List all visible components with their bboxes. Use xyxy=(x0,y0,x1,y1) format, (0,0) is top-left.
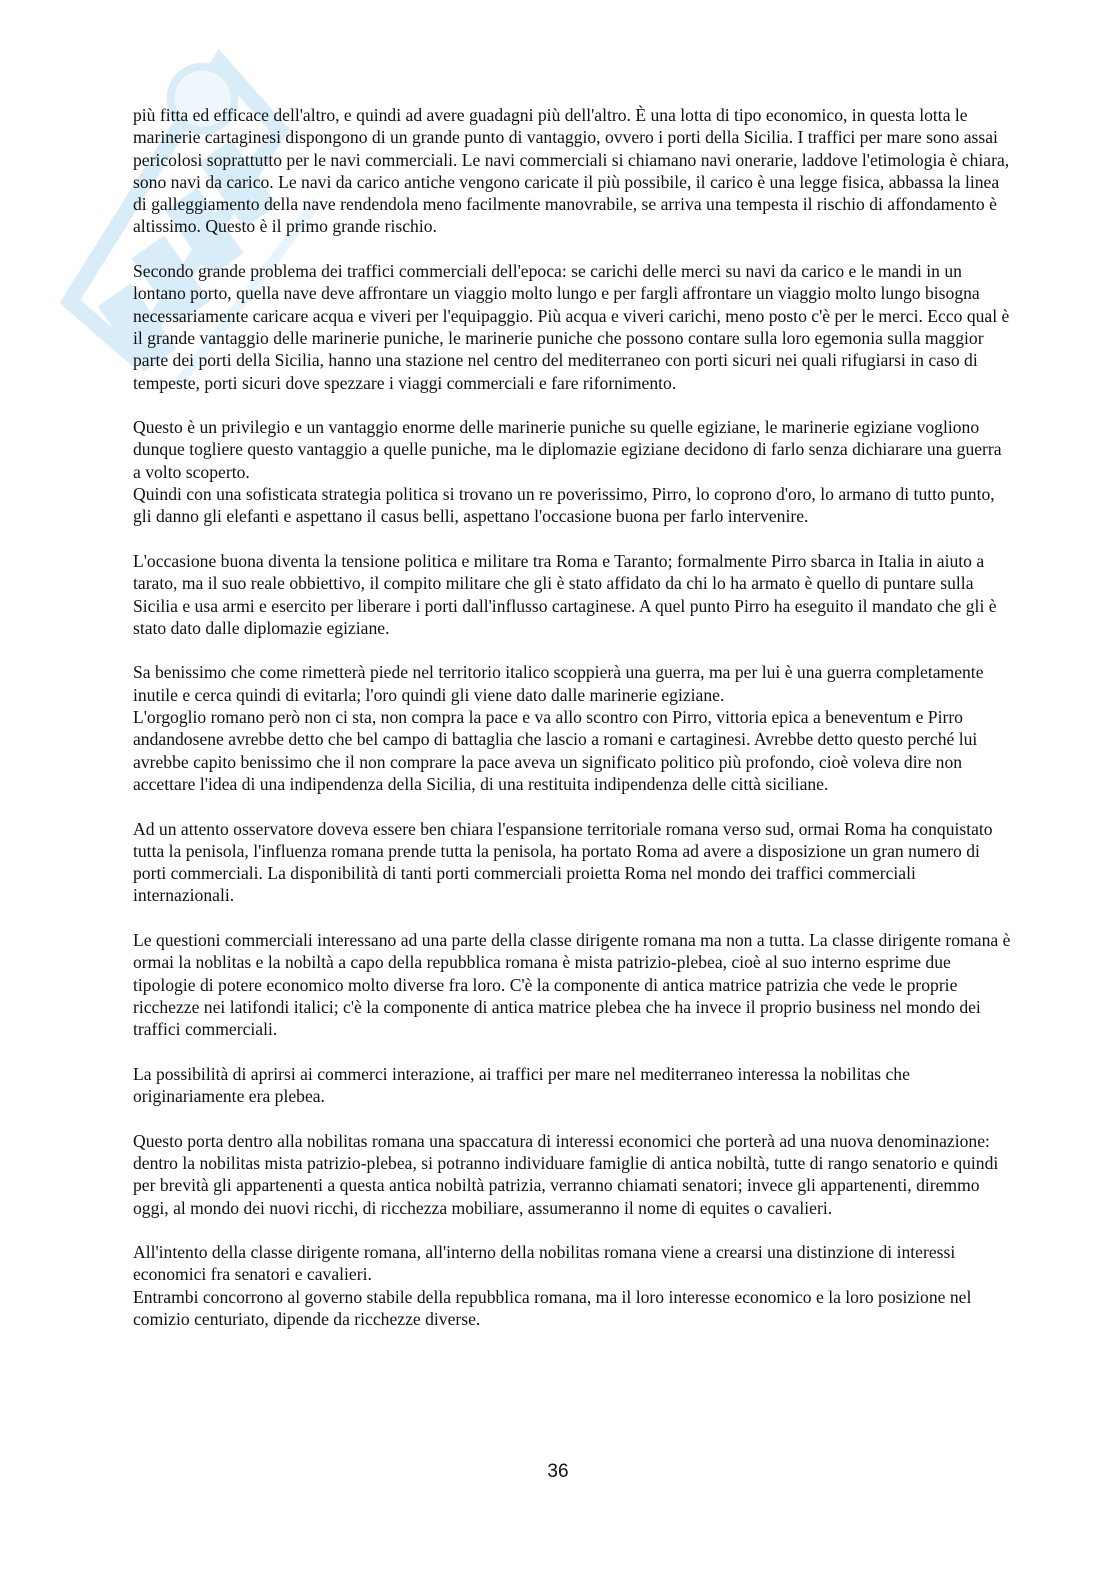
document-body xyxy=(133,104,1013,1330)
paragraph: Sa benissimo che come rimetterà piede nel territorio italico scoppierà una guerra, ma per lui è una guerra completamente inutile e cerca quindi di evitarla; l'oro quindi gli viene dato dalle marinerie egiziane. xyxy=(133,662,984,705)
paragraph: Questo porta dentro alla nobilitas romana una spaccatura di interessi economici che porterà ad una nuova denominazione: dentro la nobilitas mista patrizio-plebea, si potranno individuare famiglie di antica nobiltà, tutte di rango senatorio e quindi per brevità gli appartenenti a questa antica nobiltà patrizia, verranno chiamati senatori; invece gli appartenenti, diremmo oggi, al mondo dei nuovi ricchi, di ricchezza mobiliare, assumeranno il nome di equites o cavalieri. xyxy=(133,1130,999,1218)
paragraph: Ad un attento osservatore doveva essere ben chiara l'espansione territoriale romana verso sud, ormai Roma ha conquistato tutta la penisola, l'influenza romana prende tutta la penisola, ha portato Roma ad avere a disposizione un gran numero di porti commerciali. La disponibilità di tanti porti commerciali proietta Roma nel mondo dei traffici commerciali internazionali. xyxy=(133,818,993,906)
paragraph: All'intento della classe dirigente romana, all'interno della nobilitas romana viene a crearsi una distinzione di interessi economici fra senatori e cavalieri. xyxy=(133,1242,956,1285)
paragraph: La possibilità di aprirsi ai commerci interazione, ai traffici per mare nel mediterraneo interessa la nobilitas che originariamente era plebea. xyxy=(133,1063,910,1107)
paragraph: Quindi con una sofisticata strategia politica si trovano un re poverissimo, Pirro, lo coprono d'oro, lo armano di tutto punto, gli danno gli elefanti e aspettano il casus belli, aspettano l'occasione buona per farlo intervenire. xyxy=(133,484,995,527)
paragraph: Entrambi concorrono al governo stabile della repubblica romana, ma il loro interesse economico e la loro posizione nel comizio centuriato, dipende da ricchezze diverse. xyxy=(133,1286,972,1330)
paragraph: Secondo grande problema dei traffici commerciali dell'epoca: se carichi delle merci su navi da carico e le mandi in un lontano porto, quella nave deve affrontare un viaggio molto lungo e per fargli affrontare un viaggio molto lungo bisogna necessariamente caricare acqua e viveri per l'equipaggio. Più acqua e viveri carichi, meno posto c'è per le merci. Ecco qual è il grande vantaggio delle marinerie puniche, le marinerie puniche che possono contare sulla loro egemonia sulla maggior parte dei porti della Sicilia, hanno una stazione nel centro del mediterraneo con porti sicuri nei quali rifugiarsi in caso di tempeste, porti sicuri dove spezzare i viaggi commerciali e fare rifornimento. xyxy=(133,261,1010,393)
page-number: 36 xyxy=(547,1461,569,1482)
paragraph: più fitta ed efficace dell'altro, e quindi ad avere guadagni più dell'altro. È una lotta di tipo economico, in questa lotta le marinerie cartaginesi dispongono di un grande punto di vantaggio, ovvero i porti della Sicilia. I traffici per mare sono assai pericolosi soprattutto per le navi commerciali. Le navi commerciali si chiamano navi onerarie, laddove l'etimologia è chiara, sono navi da carico. Le navi da carico antiche vengono caricate il più possibile, il carico è una legge fisica, abbassa la linea di galleggiamento della nave rendendola meno facilmente manovrabile, se arriva una tempesta il rischio di affondamento è altissimo. Questo è il primo grande rischio. xyxy=(133,105,1010,237)
paragraph: L'occasione buona diventa la tensione politica e militare tra Roma e Taranto; formalmente Pirro sbarca in Italia in aiuto a tarato, ma il suo reale obbiettivo, il compito militare che gli è stato affidato da chi lo ha armato è quello di puntare sulla Sicilia e usa armi e esercito per liberare i porti dall'influsso cartaginese. A quel punto Pirro ha eseguito il mandato che gli è stato dato dalle diplomazie egiziane. xyxy=(133,550,997,638)
paragraph: Le questioni commerciali interessano ad una parte della classe dirigente romana ma non a tutta. La classe dirigente romana è ormai la noblitas e la nobiltà a capo della repubblica romana è mista patrizio-plebea, cioè al suo interno esprime due tipologie di potere economico molto diverse fra loro. C'è la componente di antica matrice patrizia che vede le proprie ricchezze nei latifondi italici; c'è la componente di antica matrice plebea che ha invece il proprio business nel mondo dei traffici commerciali. xyxy=(133,929,1011,1040)
paragraph: Questo è un privilegio e un vantaggio enorme delle marinerie puniche su quelle egiziane, le marinerie egiziane vogliono dunque togliere questo vantaggio a quelle puniche, ma le diplomazie egiziane decidono di farlo senza dichiarare una guerra a volto scoperto. xyxy=(133,417,1002,482)
paragraph: L'orgoglio romano però non ci sta, non compra la pace e va allo scontro con Pirro, vittoria epica a beneventum e Pirro andandosene avrebbe detto che bel campo di battaglia che lascio a romani e cartaginesi. Avrebbe detto questo perché lui avrebbe capito benissimo che il non comprare la pace aveva un significato politico più profondo, cioè voleva dire non accettare l'idea di una indipendenza della Sicilia, di una restituita indipendenza delle città siciliane. xyxy=(133,707,978,794)
